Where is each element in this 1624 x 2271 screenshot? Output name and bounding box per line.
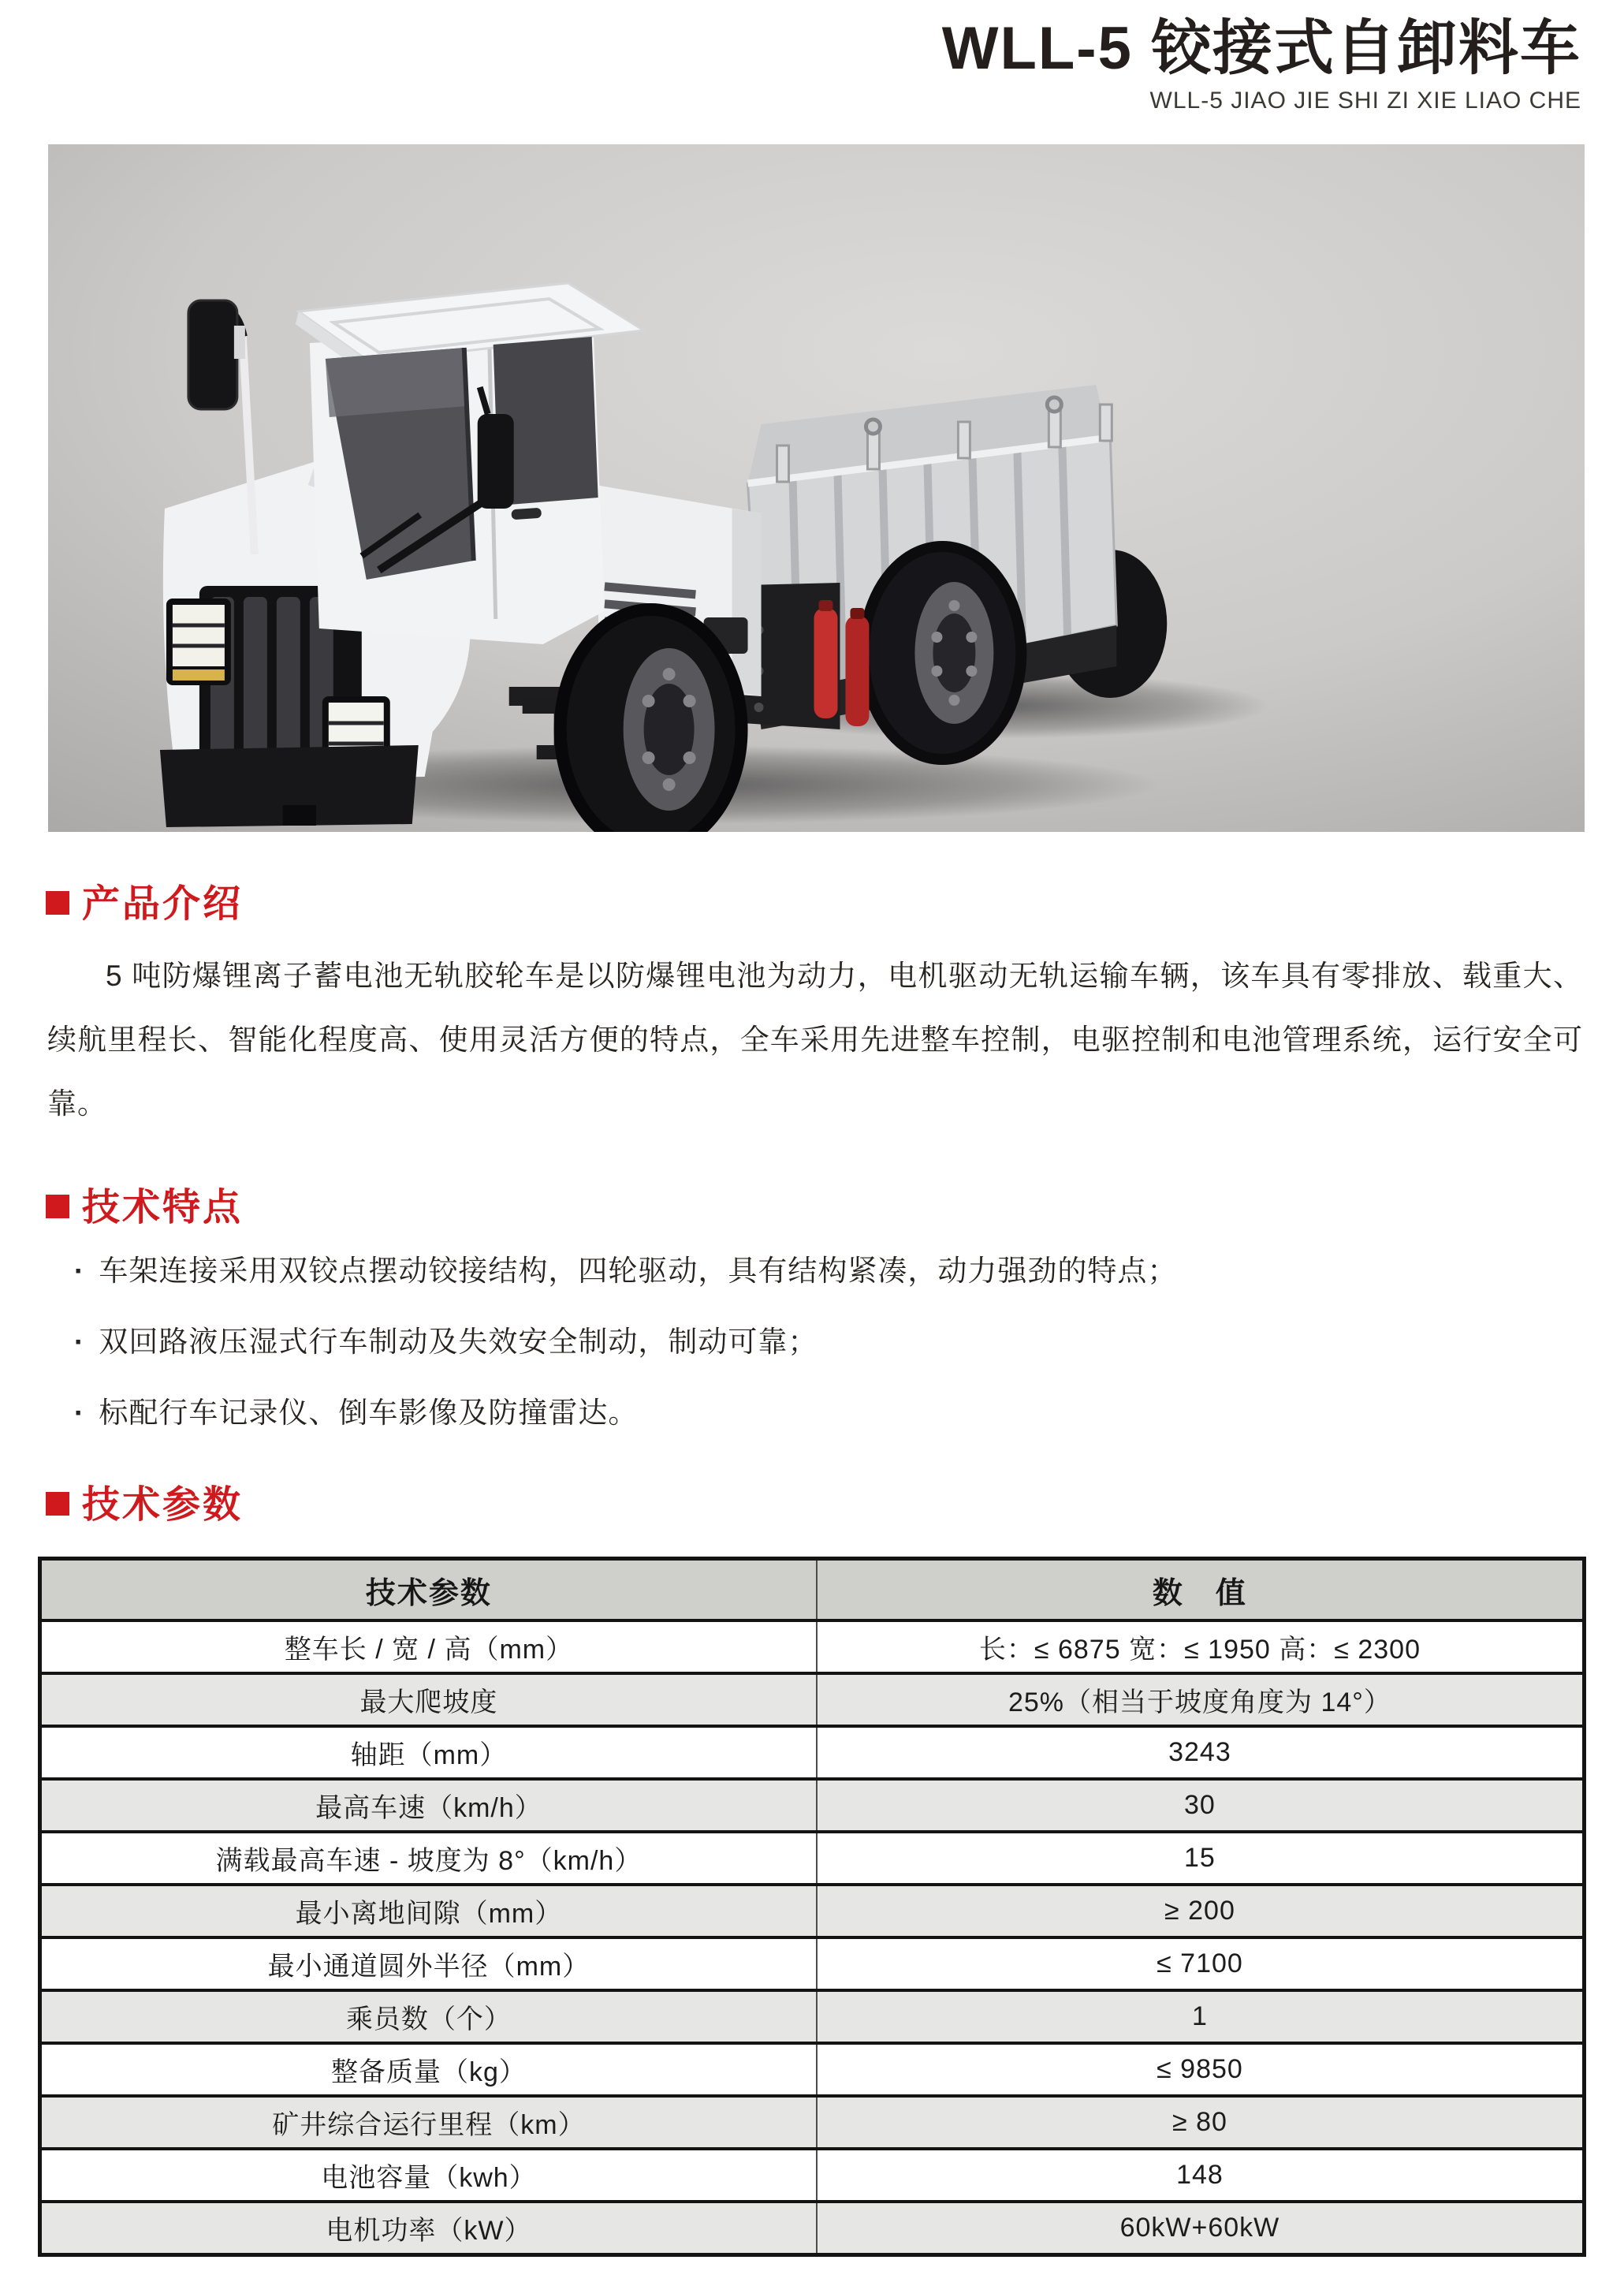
spec-value: 3243 (817, 1726, 1585, 1779)
headlight-left (166, 599, 231, 685)
spec-value: 148 (817, 2149, 1585, 2202)
spec-value: 30 (817, 1779, 1585, 1832)
spec-value: 15 (817, 1832, 1585, 1885)
bullet-dot: · (74, 1255, 85, 1288)
params-heading-text: 技术参数 (82, 1484, 244, 1527)
spec-value: ≥ 80 (817, 2096, 1585, 2149)
spec-row (40, 1990, 1585, 2043)
truck-wheel-front (561, 610, 742, 832)
intro-heading-text: 产品介绍 (82, 883, 244, 926)
bullet-dot: · (74, 1326, 85, 1359)
spec-row (40, 1779, 1585, 1832)
spec-label: 电池容量（kwh） (40, 2149, 817, 2202)
spec-label: 整备质量（kg） (40, 2043, 817, 2096)
red-square-marker (46, 1492, 69, 1516)
feature-text: 标配行车记录仪、倒车影像及防撞雷达。 (99, 1397, 639, 1430)
spec-value: ≤ 7100 (817, 1937, 1585, 1990)
features-list (47, 1251, 1583, 1433)
spec-table-header-row (40, 1559, 1585, 1621)
spec-row (40, 1832, 1585, 1885)
spec-label: 满载最高车速 - 坡度为 8°（km/h） (40, 1832, 817, 1885)
spec-row (40, 2043, 1585, 2096)
spec-table-header-value: 数 值 (817, 1559, 1585, 1621)
spec-value: 60kW+60kW (817, 2202, 1585, 2255)
spec-label: 最小离地间隙（mm） (40, 1885, 817, 1937)
truck-wheel-rear (863, 546, 1021, 759)
spec-table (38, 1557, 1586, 2257)
truck-bumper (160, 745, 419, 827)
spec-label: 乘员数（个） (40, 1990, 817, 2043)
spec-row (40, 1620, 1585, 1673)
spec-label: 电机功率（kW） (40, 2202, 817, 2255)
section-heading-features (46, 1177, 1624, 1231)
spec-label: 轴距（mm） (40, 1726, 817, 1779)
feature-item (47, 1322, 1583, 1362)
intro-paragraph: 5 吨防爆锂离子蓄电池无轨胶轮车是以防爆锂电池为动力，电机驱动无轨运输车辆，该车具有零排放、载重大、续航里程长、智能化程度高、使用灵活方便的特点，全车采用先进整车控制，电驱控制和电池管理系统，运行安全可靠。 (47, 960, 1583, 1120)
feature-text: 车架连接采用双铰点摆动铰接结构，四轮驱动，具有结构紧凑，动力强劲的特点； (99, 1255, 1178, 1288)
truck-product-photo (48, 144, 1585, 832)
spec-row (40, 1885, 1585, 1937)
spec-value: 25%（相当于坡度角度为 14°） (817, 1673, 1585, 1726)
spec-row (40, 1937, 1585, 1990)
spec-row (40, 2096, 1585, 2149)
page-title: WLL-5 铰接式自卸料车 (941, 15, 1581, 82)
spec-row (40, 1673, 1585, 1726)
red-square-marker (46, 1195, 69, 1218)
spec-table-header-label: 技术参数 (40, 1559, 817, 1621)
spec-value: ≥ 200 (817, 1885, 1585, 1937)
red-square-marker (46, 891, 69, 915)
document-header (0, 0, 1624, 114)
bullet-dot: · (74, 1397, 85, 1430)
feature-item (47, 1251, 1583, 1291)
spec-row (40, 1726, 1585, 1779)
features-heading-text: 技术特点 (82, 1187, 244, 1229)
spec-label: 整车长 / 宽 / 高（mm） (40, 1620, 817, 1673)
spec-value: 长：≤ 6875 宽：≤ 1950 高：≤ 2300 (817, 1620, 1585, 1673)
spec-label: 最小通道圆外半径（mm） (40, 1937, 817, 1990)
spec-label: 最高车速（km/h） (40, 1779, 817, 1832)
page-subtitle: WLL-5 JIAO JIE SHI ZI XIE LIAO CHE (1149, 88, 1581, 114)
spec-value: 1 (817, 1990, 1585, 2043)
spec-label: 最大爬坡度 (40, 1673, 817, 1726)
section-heading-params (46, 1474, 1624, 1528)
spec-row (40, 2202, 1585, 2255)
section-heading-intro (46, 873, 1624, 927)
feature-item (47, 1393, 1583, 1433)
feature-text: 双回路液压湿式行车制动及失效安全制动，制动可靠； (99, 1326, 818, 1359)
spec-value: ≤ 9850 (817, 2043, 1585, 2096)
spec-row (40, 2149, 1585, 2202)
spec-label: 矿井综合运行里程（km） (40, 2096, 817, 2149)
hero-image-frame (48, 144, 1585, 832)
